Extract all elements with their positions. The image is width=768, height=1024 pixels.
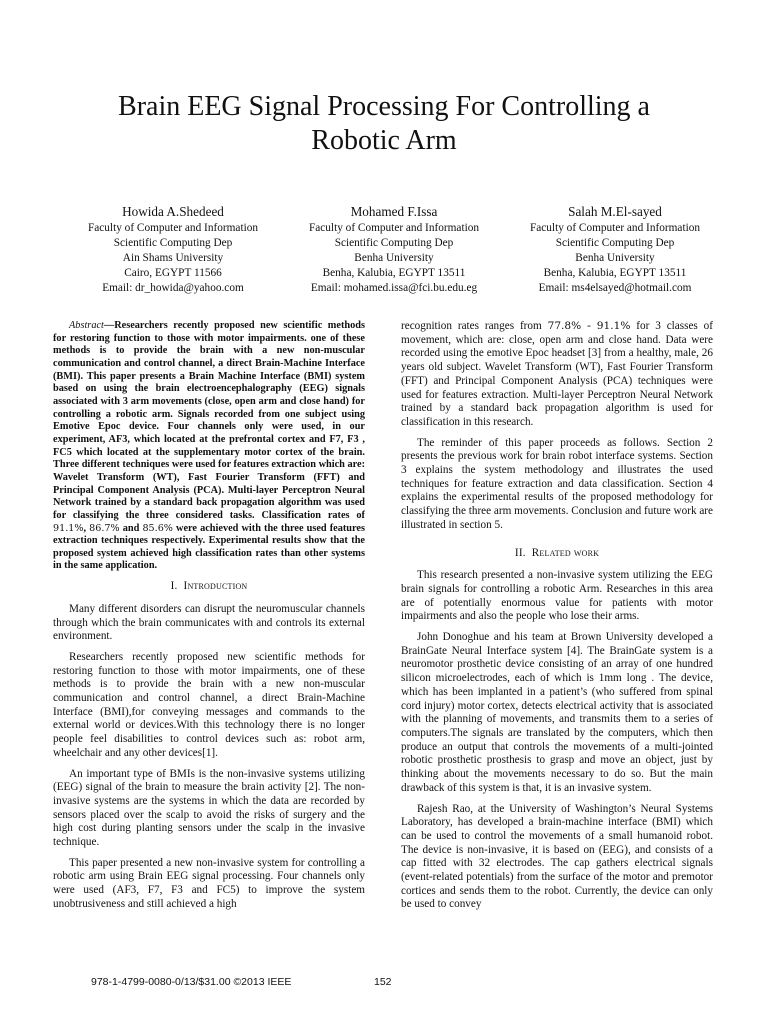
- author-address: Benha, Kalubia, EGYPT 13511: [543, 267, 687, 279]
- abstract-text-1: —Researchers recently proposed new scientific methods for restoring function to those with motor impairments. one of these methods is to provide the brain with a new non-muscular communication and control channel, a direct Brain-Machine Interface (BMI). This paper presents a Brain Machine Interface (BMI) system based on using the brain electroencephalography (EEG) signals associated with 3 arm movements (close, open arm and close hand) for controlling a robotic arm. Signals recorded from one subject using Emotive Epoc device. Four channels only were used, in our experiment, AF3, which located at the prefrontal cortex and F7, F3 , FC5 which located at the supplementary motor cortex of the brain. Three different techniques were used for features extraction which are: Wavelet Transform (WT), Fast Fourier Transform (FFT) and Principal Component Analysis (PCA). Multi-layer Perceptron Neural Network trained by a standard back propagation algorithm was used for classifying the three considered tasks. Classification rates of: [53, 320, 365, 521]
- intro-paragraph-3: An important type of BMIs is the non-invasive systems utilizing (EEG) signal of the brain to measure the brain activity [2]. The non-invasive systems are the systems in which the data are recorded by sensors placed over the scalp to avoid the risks of surgery and the high cost during planting sensors under the scalp in the invasive technique.: [53, 767, 365, 849]
- section-heading-introduction: [53, 580, 365, 594]
- intro-paragraph-outline: The reminder of this paper proceeds as follows. Section 2 presents the previous work for brain robot interface systems. Section 3 explains the system methodology and illustrates the used techniques for feature extraction and data classification. Section 4 explains the experimental results of the proposed methodology for classifying the three arm movements. Conclusion and future work are illustrated in section 5.: [401, 436, 713, 531]
- rate-dash: -: [587, 320, 591, 332]
- paper-title: [60, 90, 708, 158]
- intro-paragraph-4: This paper presented a new non-invasive system for controlling a robotic arm using Brain EEG signal processing. Four channels only were used (AF3, F7, F3 and FC5) to improve the system unobtrusiveness and still achieved a high: [53, 856, 365, 910]
- author-department: Scientific Computing Dep: [555, 237, 675, 249]
- intro-paragraph-1: Many different disorders can disrupt the neuromuscular channels through which the brain communicates with and controls its external environment.: [53, 602, 365, 643]
- author-name: Salah M.El-sayed: [568, 204, 662, 219]
- author-faculty: Faculty of Computer and Information: [87, 222, 259, 234]
- abstract: [53, 320, 365, 573]
- author-2: [285, 203, 503, 296]
- author-name: Mohamed F.Issa: [350, 204, 438, 219]
- author-address: Cairo, EGYPT 11566: [124, 267, 222, 279]
- author-department: Scientific Computing Dep: [113, 237, 233, 249]
- section-title: Introduction: [183, 580, 248, 593]
- abstract-rate-2: 86.7%: [89, 522, 120, 534]
- section-number: I.: [170, 580, 178, 593]
- title-line-2: Robotic Arm: [311, 125, 457, 156]
- related-paragraph-2: John Donoghue and his team at Brown University developed a BrainGate Neural Interface system [4]. The BrainGate system is a neuromotor prosthetic device consisting of an array of one hundred silicon microelectrodes, each of which is 1mm long . The device, which has been implanted in a patient’s (who suffered from spinal cord injury) motor cortex, detects electrical activity that is associated with the planning of movements, and transmits them to a series of computers.The signals are translated by the computers, which then produce an output that controls the movements of a multi-jointed robotic prosthetic prosthesis to grasp and move an object, just by thinking about the movements necessary to do so. But the main drawback of this system is that, it is an invasive system.: [401, 631, 713, 794]
- intro-cont-pre: recognition rates ranges from: [401, 320, 542, 332]
- title-line-1: Brain EEG Signal Processing For Controlling a: [118, 91, 650, 122]
- author-name: Howida A.Shedeed: [122, 204, 224, 219]
- rate-high: 91.1%: [596, 320, 631, 332]
- author-university: Benha University: [354, 252, 434, 264]
- intro-continuation: [401, 320, 713, 430]
- author-email: Email: dr_howida@yahoo.com: [102, 282, 244, 294]
- right-column: [401, 320, 713, 919]
- author-university: Benha University: [575, 252, 655, 264]
- abstract-sep-2: and: [122, 522, 140, 534]
- intro-cont-post: for 3 classes of movement, which are: close, open arm and close hand. Data were recorded using the emotive Epoc headset [3] from a healthy, male, 26 years old subject. Wavelet Transform (WT), Fast Fourier Transform (FFT) and Principal Component Analysis (PCA) techniques were used for features extraction. Multi-layer Perceptron Neural Network trained by a standard back propagation algorithm is used for classification in this research.: [401, 320, 713, 428]
- author-block: [64, 203, 724, 296]
- left-column: [53, 320, 365, 919]
- author-3: [506, 203, 724, 296]
- related-paragraph-3: Rajesh Rao, at the University of Washington’s Neural Systems Laboratory, has developed a brain-machine interface (BMI) which can be used to control the movements of a small humanoid robot. The device is non-invasive, it is based on (EEG), and consists of a cap fitted with 32 electrodes. The cap gathers electrical signals (event-related potentials) from the surface of the motor and premotor cortices and sends them to the robot. Currently, the device can only be used to convey: [401, 802, 713, 911]
- author-university: Ain Shams University: [122, 252, 224, 264]
- author-email: Email: mohamed.issa@fci.bu.edu.eg: [310, 282, 478, 294]
- author-faculty: Faculty of Computer and Information: [529, 222, 701, 234]
- author-department: Scientific Computing Dep: [334, 237, 454, 249]
- abstract-text-2: were achieved with the three used features extraction techniques respectively. Experimental results show that the proposed system achieved high classification rates than other systems in the same application.: [53, 522, 365, 572]
- intro-paragraph-2: Researchers recently proposed new scientific methods for restoring function to those with motor impairments, one of these methods is to provide the brain with a new non-muscular communication and control channel, a direct Brain-Machine Interface (BMI),for conveying messages and commands to the external world or devices.With this technology there is no longer people feel disabilities to control devices such as: robot arm, wheelchair and any other devices[1].: [53, 650, 365, 759]
- related-paragraph-1: This research presented a non-invasive system utilizing the EEG brain signals for controlling a robotic Arm. Researches in this area are of potentially enormous value for patients with motor impairments and also the people who lose their arms.: [401, 569, 713, 623]
- abstract-label: Abstract: [69, 320, 104, 331]
- page-number: 152: [374, 976, 392, 988]
- author-email: Email: ms4elsayed@hotmail.com: [538, 282, 692, 294]
- abstract-rate-3: 85.6%: [142, 522, 173, 534]
- rate-low: 77.8%: [547, 320, 582, 332]
- author-address: Benha, Kalubia, EGYPT 13511: [322, 267, 466, 279]
- author-1: [64, 203, 282, 296]
- abstract-rate-1: 91.1%: [53, 522, 84, 534]
- copyright-footer: 978-1-4799-0080-0/13/$31.00 ©2013 IEEE: [91, 976, 292, 988]
- author-faculty: Faculty of Computer and Information: [308, 222, 480, 234]
- section-title: Related work: [531, 546, 600, 559]
- abstract-sep-1: ,: [83, 522, 87, 534]
- section-heading-related-work: [401, 547, 713, 561]
- section-number: II.: [514, 546, 526, 559]
